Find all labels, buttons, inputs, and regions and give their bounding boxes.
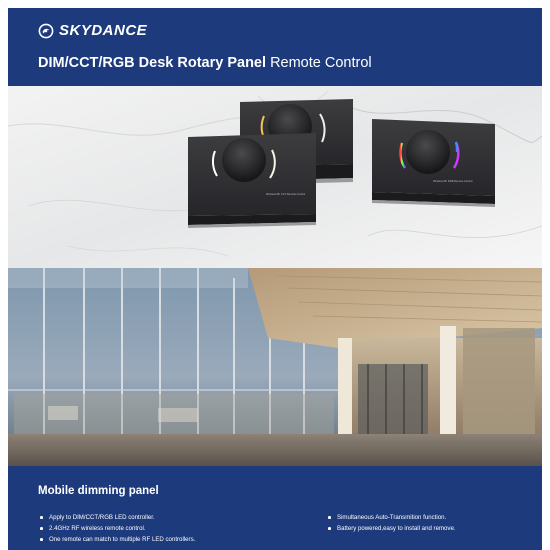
remote-panel-cct (188, 133, 316, 228)
brand-logo (38, 22, 147, 39)
footer-band (8, 466, 542, 550)
features-list-left (38, 512, 195, 545)
title-bold: DIM/CCT/RGB Desk Rotary Panel (38, 55, 267, 71)
title-regular: Remote Control (270, 55, 372, 71)
feature-item: 2.4GHz RF wireless remote control. (38, 523, 195, 534)
page-title (38, 55, 372, 71)
feature-item: Battery powered,easy to install and remove. (326, 523, 456, 534)
features-list-right (326, 512, 456, 534)
product-photo (8, 86, 542, 268)
panel-label-cct: Wireless RF CCT Remote Control (266, 193, 306, 196)
header-band (8, 8, 542, 86)
brand-name: SKYDANCE (59, 22, 148, 39)
features-heading: Mobile dimming panel (38, 485, 159, 497)
product-illustration (8, 86, 542, 268)
circle-swirl-icon (38, 23, 54, 39)
remote-panel-rgb (372, 119, 495, 207)
feature-item: Apply to DIM/CCT/RGB LED controller. (38, 512, 195, 523)
interior-illustration (8, 268, 542, 466)
feature-item: One remote can match to multiple RF LED controllers. (38, 534, 195, 545)
feature-item: Simultaneous Auto-Transmition function. (326, 512, 456, 523)
interior-photo (8, 268, 542, 466)
panel-label-rgb: Wireless RF RGB Remote Control (433, 180, 473, 183)
